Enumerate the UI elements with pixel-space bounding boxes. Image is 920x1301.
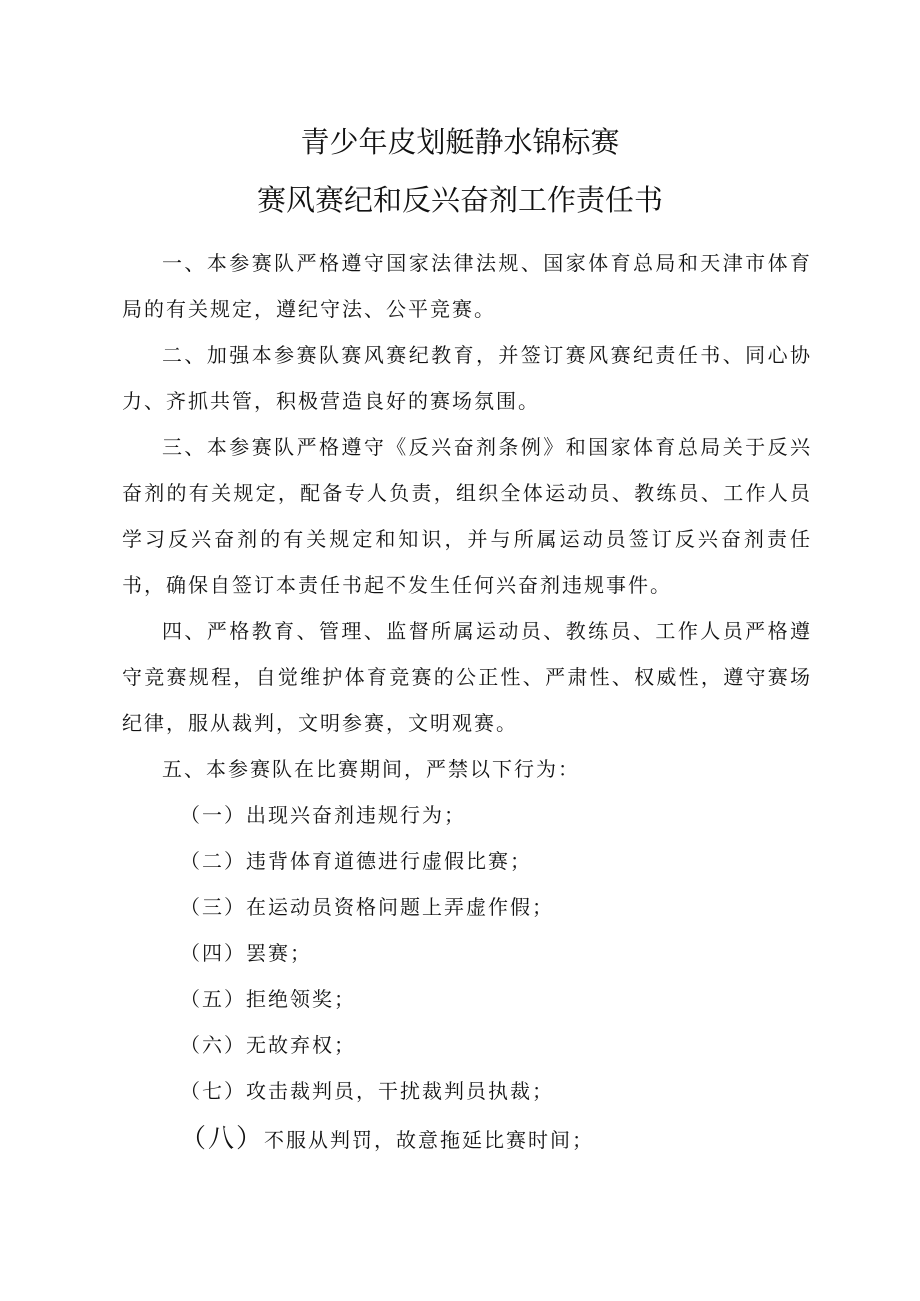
document-body bbox=[122, 240, 812, 1165]
document-title-line1: 青少年皮划艇静水锦标赛 bbox=[300, 125, 620, 159]
list-item-4: （四）罢赛； bbox=[180, 941, 312, 965]
paragraph-5: 五、本参赛队在比赛期间，严禁以下行为： bbox=[162, 757, 580, 781]
paragraph-2: 二、加强本参赛队赛风赛纪教育，并签订赛风赛纪责任书、同心协力、齐抓共管，积极营造良好的赛场氛围。 bbox=[122, 343, 812, 413]
list-item-3: （三）在运动员资格问题上弄虚作假； bbox=[180, 895, 554, 919]
list-item-8-number: （八） bbox=[180, 1124, 265, 1154]
list-item-8 bbox=[122, 1114, 812, 1165]
list-item-2: （二）违背体育道德进行虚假比赛； bbox=[180, 849, 532, 873]
list-item-1: （一）出现兴奋剂违规行为； bbox=[180, 803, 466, 827]
list-item-6: （六）无故弃权； bbox=[180, 1033, 356, 1057]
document-title-line2: 赛风赛纪和反兴奋剂工作责任书 bbox=[256, 183, 663, 217]
paragraph-1: 一、本参赛队严格遵守国家法律法规、国家体育总局和天津市体育局的有关规定，遵纪守法、公平竞赛。 bbox=[122, 251, 812, 321]
paragraph-3: 三、本参赛队严格遵守《反兴奋剂条例》和国家体育总局关于反兴奋剂的有关规定，配备专人负责，组织全体运动员、教练员、工作人员学习反兴奋剂的有关规定和知识，并与所属运动员签订反兴奋剂责任书，确保自签订本责任书起不发生任何兴奋剂违规事件。 bbox=[122, 435, 812, 597]
list-item-7: （七）攻击裁判员，干扰裁判员执裁； bbox=[180, 1079, 554, 1103]
paragraph-4: 四、严格教育、管理、监督所属运动员、教练员、工作人员严格遵守竞赛规程，自觉维护体育竞赛的公正性、严肃性、权威性，遵守赛场纪律，服从裁判，文明参赛，文明观赛。 bbox=[122, 619, 812, 735]
list-item-5: （五）拒绝领奖； bbox=[180, 987, 356, 1011]
list-item-8-text: 不服从判罚，故意拖延比赛时间； bbox=[264, 1128, 595, 1152]
